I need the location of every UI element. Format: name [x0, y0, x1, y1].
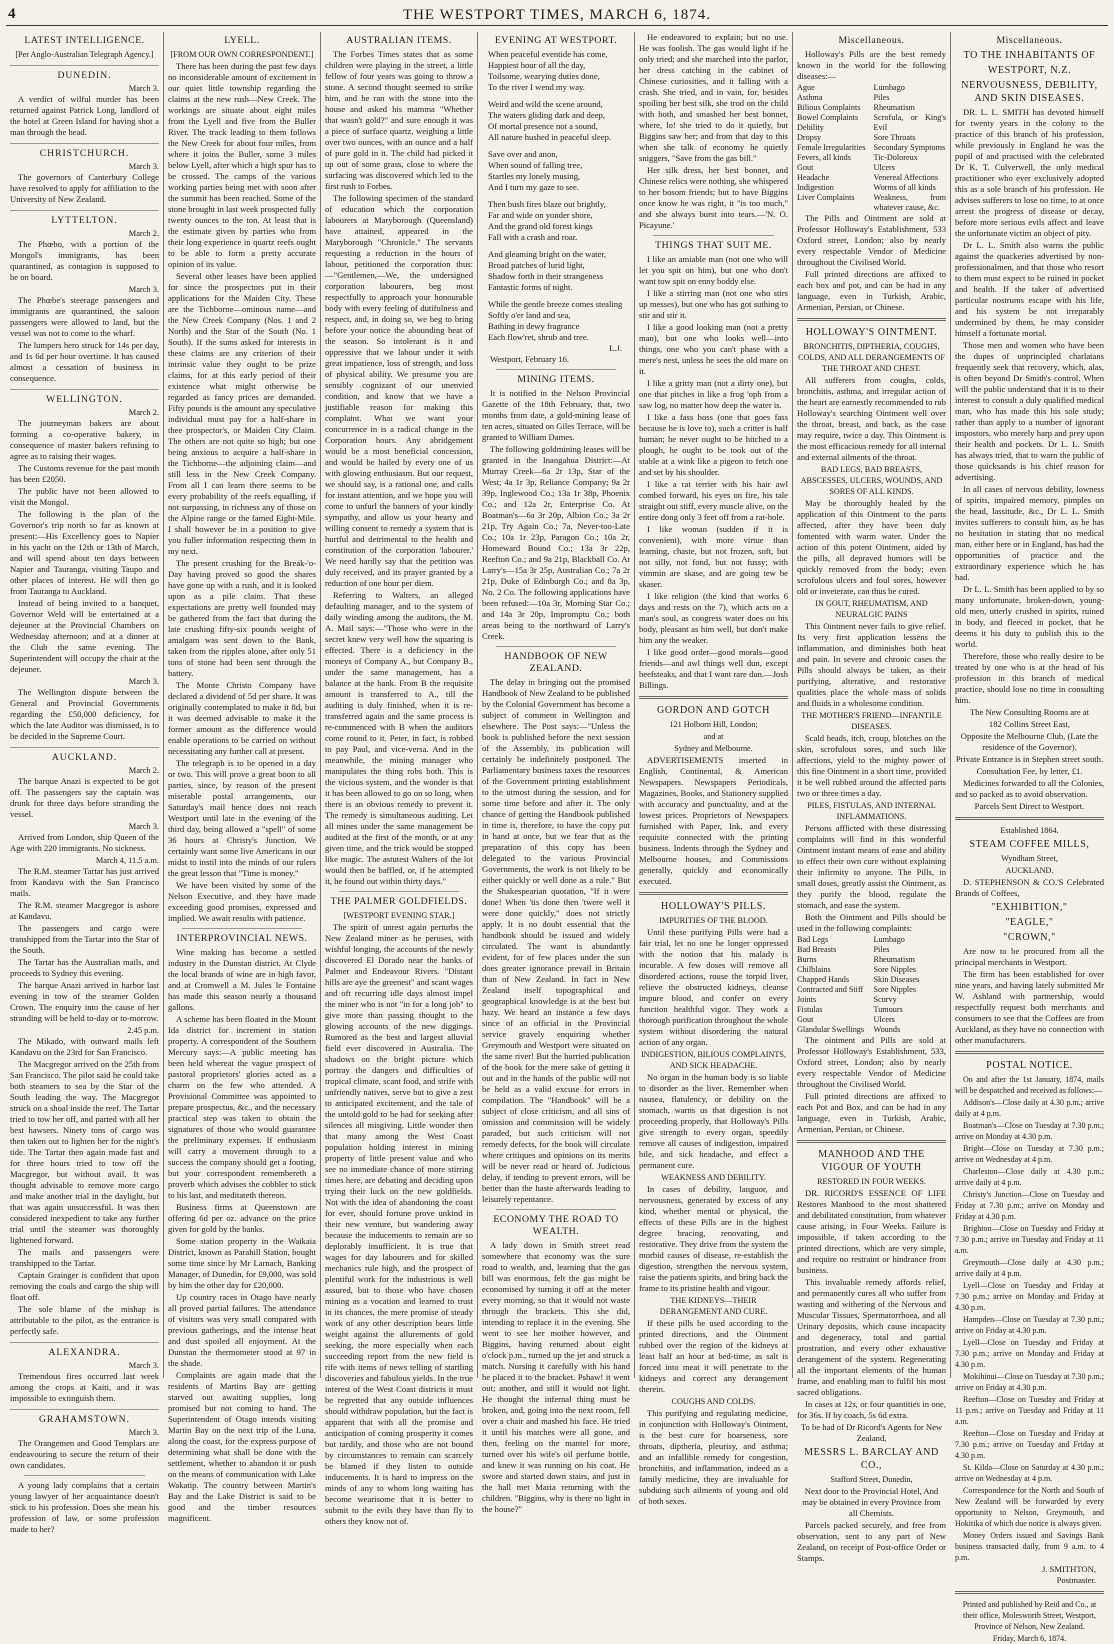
divider [496, 369, 616, 370]
news-item: The Phœbo, with a portion of the Mongol's immigrants, has been quarantined, as contagion is supposed to be on board. [10, 239, 159, 282]
news-item: The journeyman bakers are about forming a co-operative bakery, in consequence of master bakers refusing to agree as to raising their wages. [10, 418, 159, 461]
advertiser-address: and at [703, 732, 724, 741]
masthead [6, 4, 1108, 26]
news-item: Tremendous fires occurred last week among the crops at Kaiti, and it was impossible to extinguish them. [10, 1371, 159, 1403]
complaint-item: Contracted and Stiff [797, 985, 864, 994]
article-paragraph: Some station property in the Waikaia District, known as Parahill Station, bought some time since by Mr Larnach, Banking Manager, of Dunedin, for £9,000, was sold by him the other day for £20,000. [168, 1236, 316, 1290]
article-paragraph: I like a stirring man (not one who stirs up messes), but one who has got suthing to stir and stir it. [639, 288, 788, 320]
poem-line: The waters gliding dark and deep, [488, 110, 605, 120]
postal-entry: Brighton—Close on Tuesday and Friday at 7.30 p.m.; arrive on Tuesday and Friday at 11 a.m. [955, 1224, 1104, 1255]
section-heading: EVENING AT WESTPORT. [494, 35, 618, 46]
complaint-list-left [797, 935, 870, 1035]
page-number: 4 [8, 6, 16, 22]
ailment-item: Worms of all kinds [873, 183, 936, 192]
postal-entry: Addison's—Close daily at 4.30 p.m.; arrive daily at 4 p.m. [955, 1098, 1104, 1118]
article-paragraph: Business firms at Queenstown are offering 6d per oz. advance on the price given for gold by the banks. [168, 1202, 316, 1234]
poem-dateline: Westport, February 16. [490, 354, 570, 364]
ad-text: In cases of debility, languor, and nervousness, generated by excess of any kind, whether mental or physical, the effects of these Pills are in the highest degree bracing, renovating, and restorative. They drive from the system the morbid causes of disease, re-establish the digestion, strengthen the nervous system, raise the patients spirits, and bring back the frame to its pristine health and vigour. [639, 1184, 788, 1293]
postal-entry: Christy's Junction—Close on Tuesday and Friday at 7.30 p.m.; arrive on Monday and Friday at 4.30 p.m. [955, 1190, 1104, 1221]
place-heading: LYTTELTON. [10, 210, 159, 227]
ad-text: ADVERTISEMENTS inserted in English, Continental, & American Newspapers. Newspapers Periodicals, Magazines, Books, and Stationery supplied with accuracy and punctuality, and at the lowest prices. Proprietors of Newspapers furnished with Paper, Ink, and every requisite connected with the printing business. Indents through the Sydney and Melbourne houses, and Commissions generally, quickly and economically executed. [639, 755, 788, 886]
ad-text: No organ in the human body is so liable to disorder as the liver. Remember when nausea, flatulency, or debility on the stomach, warns us that digestion is not proceeding properly, that Holloway's Pills give strength to every organ, speedily remove all causes of indigestion, impaired bile, and sick headache, and effect a permanent cure. [639, 1072, 788, 1170]
newspaper-page [6, 4, 1108, 1643]
article-paragraph: Up country races in Otago have nearly all proved partial failures. The attendance of visitors was very small compared with previous gatherings, and the intense heat and dust spoiled all enjoyment. At the Dunstan the thermometer stood at 97 in the shade. [168, 1292, 316, 1368]
complaint-item: Bad Breasts [797, 945, 837, 954]
agent-name: MESSRS L. BARCLAY AND CO., [804, 1447, 939, 1471]
section-heading: AUSTRALIAN ITEMS. [346, 35, 452, 46]
place-heading: CHRISTCHURCH. [10, 143, 159, 160]
place-heading: GRAHAMSTOWN. [10, 1409, 159, 1426]
ad-heading: MANHOOD AND THE VIGOUR OF YOUTH [818, 1149, 925, 1173]
article-paragraph: The following goldmining leases will be granted in the Inangahua District:—At Murray Creek—6a 2r 13p, Star of the West; 4a 1r 3p, Reliance Company; 9a 2r 39p, Inglewood Co.; 13a 1r 38p, Phoenix Co.; and 12a 2r, Enterprise Co. At Boatman's—6a 3r 20p, Albion Co.; 3a 2r 21p, Try Again Co.; 7a, Never-too-Late Co.; 10a 1r 23p, Paragon Co.; 10a 2r, Homeward Bound Co.; 13a 3r 22p, Reefton Co.; and 9a 21p, Blackball Co. At Larry's—15a 3r 25p, Australian Co.; 7a 2r 21p, Duke of Edinburgh Co.; and 8a 3p, No. 2 Co. The following applications have been refused:—10a 3r, Morning Star Co.; and 14a 3r 20p, Impromptu Co.; both areas being to the northward of Larry's Creek. [482, 444, 630, 641]
poem-line: Save over and anon, [488, 149, 558, 159]
poem-line: Broad patches of lurid light, [488, 260, 585, 270]
section-heading: INTERPROVINCIAL NEWS. [176, 933, 308, 944]
section-heading: ECONOMY THE ROAD TO WEALTH. [493, 1214, 619, 1237]
ad-text: Full printed directions are affixed to each Pot and Box, and can be had in any language, even in Turkish, Arabic, Armenian, Persian, or Chinese. [797, 1091, 946, 1134]
ad-text: The New Consulting Rooms are at [969, 707, 1090, 717]
article-paragraph: Several other leases have been applied for since the prospectors put in their applications for the Maiden City. These are the Tichborne—ominous name—and the New Creek Company (Nos. 1 and 2 North) and the Star of the South (No. 1 South). If the sums asked for interests in these claims are any criterion of their intrinsic value they ought to be prize claims, for at this early period of their existence what might otherwise be regarded as fancy prices are demanded. Fifty pounds is the amount any speculative individual must pay for a half-share in thee prospector's, or Maiden City Claim. The others are not quite so high; but one being anxious to acquire a half-share in the Tichborne—the adjoining claim—and still less in the New Creek Company. From all I can learn there seems to be every probability of the reefs equalling, if not surpassing, in richness any of those on the Alpine range or the famed Eight-Mile. I shall however be in a position to give you fuller information respecting them in my next. [168, 271, 316, 556]
ailment-item: Weakness, from whatever cause, &c. [873, 193, 946, 212]
column-australian-items [320, 32, 477, 1526]
poem-line: Weird and wild the scene around, [488, 99, 603, 109]
section-heading: HANDBOOK OF NEW ZEALAND. [504, 651, 608, 674]
poem-line: And gleaming bright on the water, [488, 249, 607, 259]
article-paragraph: It is notified in the Nelson Provincial Gazette of the 18th February, that, two months from date, a gold-mining lease of ten acres, situated on Giles Terrace, will be granted to William Dames. [482, 388, 630, 442]
double-divider [955, 1051, 1104, 1054]
complaint-item: Tumours [873, 1005, 903, 1014]
ad-text: The Pills and Ointment are sold at Professor Holloway's Establishment, 533 Oxford street, London; also by nearly every respectable Vendor of Medicine throughout the Civilised World. [797, 213, 946, 267]
divider [653, 235, 774, 236]
ad-subheading: AUCKLAND. [1005, 866, 1054, 875]
column-miscellaneous-holloway [792, 32, 950, 1563]
poem-line: To the river I wend my way. [488, 82, 585, 92]
article-paragraph: He endeavored to explain; but no use. He was foolish. The gas would light if he only tried; and she marched into the parlor, her dress catching in the cabinet of Chinese curiosities, and it falling with a crash. She tried, and in vain, for, besides spoiling her best silk, she trod on the child with both, and smashed her best bonnet, where, lo! she tried to do it quietly, but Biggins saw her; and from that day to this when she talk of economy he quietly sniggers, "Save from the gas bill." [639, 32, 788, 163]
article-paragraph: The Forbes Times states that as some children were playing in the street, a little fellow of four years was going to throw a stone. A second thought seemed to strike him, and he ran with the stone into the house and asked his mamma "Whether that wasn't gold?" and sure enough it was a piece of surface quartz, weighing a little over two ounces, with an ounce and a half of pure gold in it. The child had picked it up out of some grass, close to where the surfacing was discovered which led to the first rush to Forbes. [325, 49, 473, 191]
ad-heading: HOLLOWAY'S PILLS. [661, 901, 766, 912]
ad-text: May be thoroughly healed by the application of this Ointment to the parts affected, after they have been duly fomented with warm water. Under the action of this potent Ointment, aided by the pills, all depraved humors will be quickly removed from the body; even scrofulous ulcers and foul sores, however old or inveterate, can thus be cured. [797, 498, 946, 596]
news-item: The passengers and cargo were transhipped from the Tartar into the Star of the South. [10, 923, 159, 955]
postal-entry: Charleston—Close daily at 4.30 p.m.; arrive daily at 4 p.m. [955, 1167, 1104, 1187]
ailment-list-right [874, 83, 947, 213]
article-paragraph: I like a gritty man (not a dirty one), but one that pitches in like a frog 'oph from a saw log, no matter how deep the water is. [639, 378, 788, 410]
advertiser-name: GORDON AND GOTCH [657, 705, 770, 716]
article-paragraph: Referring to Walters, an alleged defaulting manager, and to the system of daily winding among the auditors, the M. A. Mail says:—"Those who were in the secret knew very well how the squaring is effected. There is a deficiency in the moneys of Company A., but Company B., under the same management, has a balance at the bank. From B the requisite amount is transferred to A., till the auditing is duly finished, when it is re-transferred again and the same process is re-commenced with B when the auditors come round to it. Peter, in fact, is robbed to pay Paul, and vice-versa. And in the meanwhile, the mining manager who manipulates the thing robs both. This is the vicious system, and the wonder is that it has been allowed to go on so long, when there is an obvious remedy to prevent it. The remedy is simultaneous auditing. Let all mines under the same management be audited at the first of the month, or at any given time, and the trick would be stopped like magic. The astutest Walters of the lot would then be baffled, or, if he attempted it, he found out within thirty days." [325, 590, 473, 886]
ad-text: Opposite the Melbourne Club, (Late the residence of the Governor). [960, 731, 1099, 752]
news-item: The lumpers hero struck for 14s per day, and 1s 6d per hour overtime. It has caused almost a cessation of business in consequence. [10, 340, 159, 383]
double-divider [955, 817, 1104, 820]
divider [24, 1475, 145, 1476]
ad-subheading: RESTORED IN FOUR WEEKS. [817, 1177, 926, 1186]
article-paragraph: The delay in bringing out the promised Handbook of New Zealand to be published by the Colonial Government has become a subject of comment in Wellington and elsewhere. The Post says:—"Unless the book is published before the next session of the Assembly, its publication will certainly be indefinitely postponed. The Parliamentary business taxes the resources of the Government printing establishment to the utmost during the session, and for some time before and after it. The only chance of getting the Handbook published in time is, therefore, to have the copy put in hand at once, but we fear that as the preparation of this copy has been delegated to the various Provincial Governments, the work is not likely to be either quickly or well done as a rule." But the Shakespearian quotation, "If it were done! When 'tis done then 'twere well it were done quickly," does not strictly apply. It is no doubt essential that the handbook should be issued and widely circulated. The want is abundantly evident, for of few places under the sun does greater ignorance prevail in Britain than of New Zealand. In fact in New Zealand itself topographical and geographical knowledge is at the best but hazy. We heard an instance a few days since of an official in the Provincial service gravely enquiring whether Greymouth and Westport were situated on the same river! But the hurried publication of the book for the mere sake of getting it out and in the hands of the public will not be held as a valid excuse for errors in compilation. The "Handbook" will be a subject of close criticism, and all sins of omission and commission will be widely paraded, but such criticism will not remedy defects, for the book will circulate where critiques and opinions on its merits will be never read or heard of. Judicious delay, if tending to prevent errors, will be better than the haste afterwards leading to leisurely repentance. [482, 677, 630, 1204]
dateline: 2.45 p.m. [127, 1026, 159, 1035]
poem-line: Fantastic forms of night. [488, 282, 573, 292]
double-divider [955, 1591, 1104, 1594]
ailment-item: Rheumatism [873, 103, 915, 112]
poem-line: And I turn my gaze to see. [488, 182, 579, 192]
ailment-item: Asthma [797, 93, 823, 102]
column-latest-intelligence [6, 32, 163, 1534]
section-heading: THE PALMER GOLDFIELDS. [330, 896, 468, 907]
postal-note: Correspondence for the North and South of New Zealand will be forwarded by every opportunity to Nelson, Greymouth, and Hokitika of which due notice is always given. [955, 1486, 1104, 1528]
place-heading: AUCKLAND. [10, 747, 159, 764]
ad-text: In cases at 12s, or four quantities in one, for 36s. If by coach, 5s 6d extra. [797, 1399, 946, 1420]
ad-text: DR. RICORD'S ESSENCE OF LIFE Restores Manhood to the most shattered and debilitated constitution, from whatever cause arising, in Four Weeks. Failure is impossible, if taken according to the printed directions, which are very simple, and require no restraint or hindrance from business. [797, 1188, 946, 1275]
ailment-item: Tic-Doloreux [873, 153, 918, 162]
imprint-date: Friday, March 6, 1874. [992, 1634, 1067, 1643]
dateline: March 3. [128, 162, 159, 171]
divider [496, 646, 616, 647]
dateline: March 3. [128, 285, 159, 294]
newspaper-title: THE WESTPORT TIMES, MARCH 6, 1874. [402, 7, 712, 23]
section-heading: THINGS THAT SUIT ME. [655, 240, 772, 251]
news-item: Instead of being invited to a banquet, Governor Weld will be entertained at a dejeuner at the Provincial Chambers on Wednesday afternoon; and at a dinner at the Club the same evening. The Superintendent will occupy the chair at the dejeuner. [10, 598, 159, 674]
section-heading: Miscellaneous. [996, 35, 1063, 46]
postal-entry: St. Kilda—Close on Saturday at 4.30 p.m.; arrive on Wednesday at 4 p.m. [955, 1463, 1104, 1483]
ad-text: Medicines forwarded to all the Colonies, and so packed as to avoid observation. [955, 778, 1104, 799]
complaint-item: Joints [797, 995, 817, 1004]
poem-line: All nature hushed in peaceful sleep. [488, 132, 612, 142]
article-paragraph: A lady down in Smith street read somewhere that economy was the sure road to wealth, and, learning that the gas bill was enormous, felt the gas might be economised by turning it off at the meter every morning, so that it would not waste through the brackets. This she did, intending to replace it in the evening. She went to see her mother however, and Biggins, having returned about eight o'clock p.m., turned up the jet and struck a match. Nursing it carefully with his hand he placed it to the bracket. Pshaw! it went out; another, and still it would not light. He thought the infernal thing must be broken, and, going into the next room, fell over a chair and mashed his face. He tried it until his matches were all gone, and then, feeling on the mantel for more, turned over his wife's oil perfume bottle, and knew it was running on his coat. He swore and started down stairs, and just in the hall met Maria returning with the children. "Biggins, why is there no light in the house?" [482, 1240, 630, 1514]
poem-line: Fall with a crash and roar. [488, 232, 578, 242]
ad-heading: STEAM COFFEE MILLS, [969, 839, 1090, 850]
section-heading: LYELL. [224, 35, 260, 46]
complaint-item: Glandular Swellings [797, 1025, 865, 1034]
poem-line: Of mortal presence not a sound, [488, 121, 598, 131]
ad-subheading: WEAKNESS AND DEBILITY. [661, 1173, 766, 1182]
article-paragraph: The spirit of unrest again perturbs the New Zealand miner as he peruses, with wishful longing, the accounts of the newly discovered El Dorado near the banks of Palmer and Endeavour Rivers. "Distant hills are aye the greenest" and scant wages and oft recurring idle days almost impel the miner who is not "in for a long job" to give more than passing thought to the glowing accounts of the new diggings. Rumored as the best and largest alluvial field ever discovered in Australia. The shadows on the bright picture which portray the dangers and difficulties of tropical climate, scant food, and strife with unfriendly natives, serve but to give a zest to anticipated excitement, and the tale of the untold gold to be had for seeking after silences all misgiving. Little wonder then that many among the West Coast population holding interest in mining property of little present value and who see no immediate chance of more stirring times here, are debating and deciding upon trying their luck on the new goldfields. Not with the idea of abandoning the coast for ever, should fortune prove unkind in their new venture, but wandering away because the inducements to remain are so deplorably insufficient. It is true that wages for day labourers and for skilled mechanics rule high, and the prospect of plentiful work for the industrious is well assured, but to those who have chosen mining as a vocation and learned to trust in its chances, the mere promise of steady work of any other description bears little weight against the allurements of gold seeking, the more especially when each succeeding report from the new field is rife with items of news telling of startling discoveries and fabulous yields. In the true interest of the West Coast districts it must be regretted that any outside influences should withdraw population, but the fact is apparent that with all the promise and anticipation of coming prosperity it comes but tardily, and those who are not bound by circumstances to remain can scarcely be blamed if they listen to outside inducements. It is hard to impress on the minds of any to whom long waiting has become wearisome that it is better to submit to the evils they have than fly to others they know not of. [325, 922, 473, 1526]
ailment-item: Debility [797, 123, 824, 132]
ailment-item: Scrofula, or King's Evil [873, 113, 946, 132]
poem-line: Happiest hour of all the day, [488, 60, 586, 70]
article-paragraph: There has been during the past few days no inconsiderable amount of excitement in our quiet little township regarding the claims at the new rush—New Creek. The workings are situate about eight miles from the Lyell and five from the Buller River. The track leading to them follows the New Creek for about four miles, from where it joins the Buller, some 3 miles below Lyell, after which a high spur has to be crossed. The camps of the various working parties being met with soon after the summit has been reached. Some of the stone brought in last week prospected fully twenty ounces to the ton. At least that is the estimate given by parties who from their long experience in quartz reefs ought to be able to form a pretty accurate opinion of its value. [168, 61, 316, 269]
ad-subheading: BAD LEGS, BAD BREASTS, ABSCESSES, ULCERS, WOUNDS, AND SORES OF ALL KINDS. [800, 465, 943, 496]
article-paragraph: The telegraph is to be opened in a day or two. This will prove a great boon to all parties, since, by reason of the present miserable postal arrangements, our Saturday's mail hence does not reach Westport until late in the evening of the third day, being allowed a "spell" of some 36 hours at Christy's Junction. We certainly want some live Americans in our midst to instil into the minds of our rulers the great lesson that "Time is money." [168, 758, 316, 878]
complaint-item: Burns [797, 955, 817, 964]
poem-line: And the grand old forest kings [488, 221, 593, 231]
complaint-list-right [874, 935, 947, 1035]
poem-line: Softly o'er land and sea, [488, 310, 571, 320]
coffee-brand-list [955, 901, 1104, 944]
ad-text: Parcels packed securely, and free from observation, sent to any part of New Zealand, on receipt of Post-office Order or Stamps. [797, 1520, 946, 1563]
divider [496, 1209, 616, 1210]
ad-text: Holloway's Pills are the best remedy known in the world for the following diseases:— [797, 49, 946, 81]
column-things-that-suit-me [634, 32, 792, 1506]
news-item: The governors of Canterbury College have resolved to apply for affiliation to the University of New Zealand. [10, 172, 159, 204]
ad-subheading: IMPURITIES OF THE BLOOD. [659, 916, 768, 925]
article-paragraph: I like a good looking man (not a pretty man), but one who looks well—into things, one who you can't phase with a mere's nest, unless he sees the old mare on it. [639, 322, 788, 376]
ad-text: All sufferers from coughs, colds, bronchitis, asthma, and irregular action of the heart are earnestly recommended to rub Holloway's searching Ointment well over the throat, breast, and back, as the case may require, twice a day. This Ointment is the most efficacious remedy for all internal and external ailments of the throat. [797, 375, 946, 462]
article-paragraph: I like religion (the kind that works 6 days and rests on the 7), which acts on a man's soul, as congress water does on his body, pleasant as him well, but don't make him any the weaker. [639, 591, 788, 645]
postal-entry: Lyell—Close on Tuesday and Friday at 7.30 p.m.; arrive on Monday and Friday at 4.30 p.m. [955, 1338, 1104, 1369]
poem-line: While the gentle breeze comes stealing [488, 299, 623, 309]
complaint-item: Bad Legs [797, 935, 829, 944]
article-paragraph: We have been visited by some of the Nelson Executive, and they have made exceeding good promises, expressed and implied. We await results with patience. [168, 880, 316, 923]
dateline: March 3. [128, 1361, 159, 1370]
ad-text: Both the Ointment and Pills should be used in the following complaints: [797, 912, 946, 933]
ad-text: This invaluable remedy affords relief, and permanently cures all who suffer from wasting and withering of the Nervous and Muscular Tissues, Spermatorrhoea, and all Urinary deposits, which cause incapacity and degeneracy, total and partial prostration, and every other exhaustive derangement of the system. Regenerating all the important elements of the human frame, and enabling man to fulfil his most sacred obligations. [797, 1277, 946, 1397]
ad-subheading: Wyndham Street, [1001, 854, 1058, 863]
poem-line: Each flow'ret, shrub and tree. [488, 332, 589, 342]
ad-text: DR. L. L. SMITH has devoted himself for twenty years in the colony to the practice of this branch of his profession, while previously in England he was the pupil of and practised with the celebrated Dr K. T. Culverwell, the only medical practitioner who ever exclusively adopted this as a sole branch of his profession. He advises sufferers to lose no time, to at once arrest the progress of disease or decay, before more serious evils affect and leave the unfortunate victim an object of pity. [955, 107, 1104, 238]
ailment-item: Gout [797, 163, 814, 172]
ailment-item: Piles [873, 93, 890, 102]
news-item: The Mikado, with outward mails left Kandavu on the 23rd for San Francisco. [10, 1036, 159, 1057]
column-miscellaneous-notices [950, 32, 1108, 1643]
news-item: The R.M. steamer Macgregor is ashore at Kandavu. [10, 900, 159, 921]
poem-line: Toilsome, wearying duties done, [488, 71, 600, 81]
ad-text: 182 Collins Street East, [988, 719, 1071, 729]
complaint-item: Ulcers [873, 1015, 895, 1024]
ad-text: Dr L. L. Smith also warns the public against the quackeries advertised by non-professionalmen, and that those who resort to them must expect to be ruined in pocket and health. If the taker of advertised particular nostrums escape with his life, and his system be not irreparably undermined by them, he may consider himself a fortunate mortal. [955, 240, 1104, 338]
ad-heading: HOLLOWAY'S OINTMENT. [805, 327, 938, 338]
postal-note: Money Orders issued and Savings Bank business transacted daily, from 9 a.m. to 4 p.m. [955, 1531, 1104, 1562]
dateline: March 3. [128, 677, 159, 686]
ad-text: Those men and women who have been the dupes of unprincipled charlatans frequently seek that recovery, which, alas, is often beyond Dr Smith's control. When will the public understand that it is to their interest to consult a duly qualified medical man, who has made this his sole study; rather than apply to a number of ignorant impostors, who merely harp and prey upon their health and pockets. Dr L. L. Smith has always tried, that to warn the public of those quicksands is his chief reason for advertising. [955, 340, 1104, 482]
complaint-item: Chilblains [797, 965, 831, 974]
ailment-item: Liver Complaints [797, 193, 855, 202]
dateline: March 4, 11.5 a.m. [95, 856, 159, 865]
postal-intro: On and after the 1st January, 1874, mails will be despatched and received as follows:— [955, 1075, 1104, 1095]
postal-schedule [955, 1097, 1104, 1484]
divider [339, 891, 459, 892]
news-item: A verdict of wilful murder has been returned against Patrick Long, landlord of the hotel at Green Island for having shot a man through the head. [10, 94, 159, 137]
ad-text: Scald heads, itch, croup, blotches on the skin, scrofulous sores, and such like affections, yield to the mighty power of this fine Ointment in a short time, provided it be well rubbed around the affected parts two or three times a day. [797, 733, 946, 798]
ad-text: The ointment and Pills are sold at Professor Holloway's Establishment, 533, Oxford street, London; also by nearly every respectable Vendor of Medicine throughout the Civilised World. [797, 1035, 946, 1089]
news-item: The barque Anazi is expected to be got off. The passengers say the captain was drunk for three days before stranding the vessel. [10, 776, 159, 819]
section-heading: LATEST INTELLIGENCE. [24, 35, 145, 46]
poem-line: Far and wide on yonder shore, [488, 210, 593, 220]
section-heading: Miscellaneous. [838, 35, 905, 46]
double-divider [639, 696, 788, 699]
news-item: The Customs revenue for the past month has been £2050. [10, 463, 159, 484]
complaint-list [797, 935, 946, 1035]
complaint-item: Sore Nipples [873, 965, 917, 974]
ailment-item: Sore Throats [873, 133, 916, 142]
article-paragraph: The Monte Christo Company have declared a dividend of 5d per share. It was originally contemplated to make it 8d, but it was deemed advisable to make it the former amount as the difference would enable operations to be carried on without necessitating any further call at present. [168, 680, 316, 756]
ailment-item: Fevers, all kinds [797, 153, 851, 162]
ailment-item: Ulcers [873, 163, 895, 172]
double-divider [797, 1140, 946, 1143]
ailment-item: Indigestion [797, 183, 834, 192]
double-divider [639, 892, 788, 895]
ad-subheading: COUGHS AND COLDS. [671, 1397, 756, 1406]
ailment-item: Dropsy [797, 133, 822, 142]
dateline: March 3. [128, 822, 159, 831]
poem [482, 49, 630, 343]
agency-note: [Per Anglo-Australian Telegraph Agency.] [15, 50, 154, 59]
dateline: March 3. [128, 84, 159, 93]
column-lyell [163, 32, 320, 1523]
postmaster-title: Postmaster. [1056, 1575, 1096, 1585]
news-item: The Phœbe's steerage passengers and immigrants are quarantined, the saloon passengers were allowed to land, but the vessel was not to come to the wharf. [10, 295, 159, 338]
column-evening-at-westport [477, 32, 634, 1514]
postmaster-name: J. SMITHTON, [1041, 1564, 1096, 1574]
news-item: The mails and passengers were transhipped to the Tartar. [10, 1247, 159, 1268]
ad-text: Until these purifying Pills were had a fair trial, let no one be longer oppressed with the notion that his malady is incurable. A few doses will remove all disordered actions, rouse the torpid liver, relieve the obstructed kidneys, cleanse impure blood, and confer on every function healthful vigor. They work a thorough purification throughout the whole system without disordering the natural action of any organ. [639, 927, 788, 1047]
poem-signature: L.J. [609, 343, 622, 353]
postal-entry: Reefton—Close on Tuesday and Friday at 11 p.m.; arrive on Tuesday and Friday at 11 a.m. [955, 1395, 1104, 1426]
coffee-brand: "CROWN," [1003, 932, 1056, 943]
dateline: March 2. [128, 766, 159, 775]
news-item: Arrived from London, ship Queen of the Age with 220 immigrants. No sickness. [10, 832, 159, 853]
divider [182, 928, 302, 929]
article-paragraph: Wine making has become a settled industry in the Dunstan district. At Clyde the local brands of wine are in high favor, and at Cromwell a M. Jules le Fontaine has made this season nearly a thousand gallons. [168, 947, 316, 1012]
ad-subheading: IN GOUT, RHEUMATISM, AND NEURALGIC PAINS [815, 599, 928, 619]
complaint-item: Sore Nipples [873, 985, 917, 994]
ad-text: Consultation Fee, by letter, £1. [976, 766, 1083, 776]
postal-entry: Lyell—Close on Tuesday and Friday at 7.30 p.m.; arrive on Monday and Friday at 4.30 p.m. [955, 1281, 1104, 1312]
complaint-item: Piles [873, 945, 890, 954]
poem-line: When sound of falling tree, [488, 160, 583, 170]
poem-line: When peaceful eventide has come, [488, 49, 608, 59]
article-paragraph: I like an amiable man (not one who will let you spit on him), but one who don't want tow spit on enny boddy else. [639, 254, 788, 286]
news-item: The Tartar has the Australian mails, and proceeds to Sydney this evening. [10, 957, 159, 978]
ad-text: Full printed directions are affixed to each box and pot, and can be had in any language, even in Turkish, Arabic, Armenian, Persian, or Chinese. [797, 269, 946, 312]
ad-text: Dr L. L. Smith has been applied to by so many unfortunate, broken-down, young-old men, utterly crushed in spirits, ruined in body, and fleeced in pocket, that he deems it his duty to publish this to the world. [955, 584, 1104, 649]
ad-text: In all cases of nervous debility, lowness of spirits, impaired memory, pimples on the head, lassitude, &c., Dr L. L. Smith invites sufferers to consult him, as he has no hesitation in stating that no medical man, either here or in England, has had the opportunities of practice and the extraordinary experience which he has had. [955, 484, 1104, 582]
news-item: The Orangemen and Good Templars are endeavouring to secure the return of their own candidates. [10, 1438, 159, 1470]
ailment-item: Female Irregularities [797, 143, 866, 152]
place-heading: WELLINGTON. [10, 389, 159, 406]
postal-entry: Boatman's—Close on Tuesday at 7.30 p.m.; arrive on Monday at 4.30 p.m. [955, 1121, 1104, 1141]
article-paragraph: Her silk dress, her best bonnet, and Chinese relics were nothing, she whispered to her bosom friends; but to have Biggins once know he was right, it "is too much," and she always burst into tears.—'N. O. Picayune.' [639, 165, 788, 230]
ailment-item: Venereal Affections [873, 173, 939, 182]
advertiser-address: Sydney and Melbourne. [674, 744, 753, 753]
ad-heading: TO THE INHABITANTS OF [963, 50, 1096, 61]
postal-entry: Bright—Close on Tuesday at 7.30 p.m.; arrive on Wednesday at 4 p.m. [955, 1144, 1104, 1164]
ailment-list-left [797, 83, 870, 213]
complaint-item: Lumbago [873, 935, 905, 944]
article-paragraph: Complaints are again made that the residents of Martins Bay are getting starved out awaiting supplies, long promised but not coming to hand. The Superintendent of Otago intends visiting Martin Bay on the next trip of the Luna, along the coast, for the express purpose of determining what shall be done with the settlement, whether to abandon it or push on the means of communication with Lake Wakatip. The country between Martin's Bay and the Lake District is said to be good and the timber resources magnificent. [168, 1370, 316, 1523]
ad-text: D. STEPHENSON & CO.'S Celebrated Brands of Coffees, [955, 877, 1104, 898]
ad-subheading: THE KIDNEYS—THEIR DERANGEMENT AND CURE. [659, 1296, 768, 1316]
dateline: March 2. [128, 229, 159, 238]
agent-address: Stafford Street, Dunedin, [830, 1475, 913, 1484]
news-item: The following is the plan of the Governor's trip north so far as known at present:—His Excellency goes to Napier in his yacht on the 12th or 13th of March, and will spend about ten days between Napier and Tauranga, visiting Taupo and other places of interest. He will then go from Tauranga to Auckland. [10, 509, 159, 596]
ad-text: If these pills be used according to the printed directions, and the Ointment rubbed over the region of the kidneys at least half an hour at bed-time, as salt is forced into meat it will penetrate to the kidneys and correct any derangement therein. [639, 1318, 788, 1394]
columns [6, 32, 1108, 1643]
postal-entry: Reefton—Close on Tuesday and Friday at 7.30 p.m.; arrive on Tuesday and Friday at 4.30 p.m. [955, 1429, 1104, 1460]
ad-heading: NERVOUSNESS, DEBILITY, AND SKIN DISEASES. [961, 80, 1098, 104]
news-item: The public have not been allowed to visit the Mongol. [10, 486, 159, 507]
article-paragraph: The following specimen of the standard of education which the corporation labourers at Maryborough (Queensland) have attained, appeared in the Maryborough "Chronicle." The servants requesting a reduction in the hours of labour, petitioned the corporation thus:—"Gentlemen,—We, the undersigned corporation labourers, beg most respectfully to approach your honourable body with every feeling of dutifulness and respect, and, in doing so, we beg to bring before your notice the abounding heat of the season. So intolerant is it and oppressive that we labour under it with great impatience, loss of strength, and loss of physical ability. We presume you are sensibly cognizant of our unenvied condition, and know that we have a justifiable reason for making this complaint. What we want your concurrence in is a radical change in the Corporation hours. Any abridgement would be a most beneficial concession, and would be hailed by every one of us with glowing enthusiasm. But our request, we should say, is a rational one, and calls for instant attention, and we hope you will come to unfurl the banners of your kindly sympathy, and allow us your hearty and willing consent to remedy a system that is hurtful and detrimental to the health and constitution of the corporation 'labourer.' We need hardly say that the petition was duly received, and its prayer granted by a reduction of one hour per diem. [325, 193, 473, 588]
advertiser-address: 121 Holborn Hill, London; [669, 720, 758, 729]
established-note: Established 1864. [1000, 826, 1059, 835]
ailment-item: Bilious Complaints [797, 103, 861, 112]
ad-text: Therefore, those who really desire to be treated by one who is at the head of his profession in this branch of medical practice, should lose no time in consulting him. [955, 651, 1104, 705]
ad-heading: POSTAL NOTICE. [986, 1060, 1073, 1071]
news-item: The Macgregor arrived on the 25th from San Francisco. The pilot said he could take both steamers to sea by the Star of the South leading the way. The Macgregor struck on a shoal inside the reef. The Tartar tried to tow her off, and parted with all her best hawsers. Ninety tons of cargo was then taken out to lighten her for the night's tide. The Tartar then again made fast and for three hours tried to tow off the Macgregor, but without avail. It was thought advisable to remove more cargo and make another trial in the daylight, but that was again unsuccessful. It was then considered inexpedient to take any further trial until the steamer was thoroughly lightened forward. [10, 1059, 159, 1245]
ad-heading: WESTPORT, N.Z. [987, 65, 1072, 76]
ailment-item: Headache [797, 173, 830, 182]
ailment-item: Bowel Complaints [797, 113, 859, 122]
ad-text: This purifying and regulating medicine, in conjunction with Holloway's Ointment, is the best cure for hoarseness, sore throats, diptheria, pleurisy, and asthma; and an infallible remedy for congestion, bronchitis, and inflammation, indeed as a family medicine, they are invaluable for subduing such ailments of young and old of both sexes. [639, 1408, 788, 1506]
article-paragraph: The present crushing for the Break-'o-Day having proved so good the shares have gone up with a rush, and it is looked upon as a pile claim. That these expectations are pretty well founded may be gathered from the fact that during the late crushing fifty-six pounds weight of amalgam was sent down to the Bank, taken from the ripples alone, after only 51 tons of stone had been sent through the battery. [168, 558, 316, 678]
ad-text: Private Entrance is in Stephen street south. [955, 754, 1104, 764]
article-paragraph: I like a fass hoss (one that goes fass because he is love to), such a critter is half human; he never ought to be hitched to a plough, he ought to be took out of the stable at a wink like a pigeon to fetch one and set by his shoulder. [639, 412, 788, 477]
ad-subheading: PILES, FISTULAS, AND INTERNAL INFLAMMATIONS. [807, 801, 936, 821]
ad-subheading: BRONCHITIS, DIPTHERIA, COUGHS, COLDS, AND ALL DERANGEMENTS OF THE THROAT AND CHEST. [798, 342, 945, 373]
postal-entry: Hampden—Close on Tuesday at 7.30 p.m.; arrive on Friday at 4.30 p.m. [955, 1315, 1104, 1335]
complaint-item: Rheumatism [873, 955, 915, 964]
ad-text: Next door to the Provincial Hotel, And may be obtained in every Province from all Chemists. [802, 1486, 941, 1518]
complaint-item: Gout [797, 1015, 814, 1024]
news-item: The Wellington dispute between the General and Provincial Governments regarding the £50,000 deficiency, for which the late Auditor was dismissed, is to be decided in the Supreme Court. [10, 687, 159, 741]
ad-subheading: THE MOTHER'S FRIEND—INFANTILE DISEASES. [801, 711, 942, 731]
news-item: The R.M. steamer Tartar has just arrived from Kandavu with the San Francisco mails. [10, 866, 159, 898]
article-paragraph: I like a rat terrier with his hair awl combed forward, his eyes on fire, his tale straight out stiff, every muscle alive, on the entire dong only 3 feet off from a rat-hole. [639, 479, 789, 522]
ad-text: Are now to be procured from all the principal merchants in Westport. [955, 946, 1104, 967]
dateline: March 3. [128, 1428, 159, 1437]
article-paragraph: A scheme has been floated in the Mount Ida district for increment in station property. A correspondent of the Southern Mercury says:—A public meeting has been held whereat the vague prospect of pastoral proprietors' glories acted as a charm on the few who attended. A Provisional Committee was appointed to prepare prospectus, &c., and the necessary practical step was taken to obtain the signatures of those who would guarantee the preliminary expenses. If enthusiasm will carry a movement through to a success the company should get a footing, but your correspondent remembereth a proverb which advises the cobbler to stick to his last, and meditateth thereon. [168, 1014, 316, 1200]
ailment-item: Ague [797, 83, 815, 92]
news-item: A young lady complains that a certain young lawyer of her acquaintance doesn't stick to his profession. Does she mean his profession of law, or some profession made to her? [10, 1480, 159, 1534]
news-item: The sole blame of the mishap is attributable to the pilot, as the entrance is perfectly safe. [10, 1304, 159, 1336]
complaint-item: Skin Diseases [873, 975, 920, 984]
complaint-item: Scurvy [873, 995, 897, 1004]
poem-line: Shadow forth in their strangeness [488, 271, 604, 281]
article-paragraph: I like woman (sudden if it is convenient), with more virtue than learning, chaste, but not frozen, soft, but not silly, not fond, but not fussy; with vimmin are skase, and are going tew be skaser. [639, 524, 788, 589]
place-heading: DUNEDIN. [10, 65, 159, 82]
ad-subheading: INDIGESTION, BILIOUS COMPLAINTS, AND SICK HEADACHE. [640, 1050, 787, 1070]
ailment-item: Lumbago [873, 83, 905, 92]
double-divider [797, 318, 946, 321]
ailment-list [797, 83, 946, 213]
complaint-item: Chapped Hands [797, 975, 850, 984]
coffee-brand: "EAGLE," [1005, 917, 1054, 928]
ad-text: Parcels Sent Direct to Westport. [974, 801, 1085, 811]
ad-text: The firm has been established for over nine years, and having lately submitted Mr W. Ashland with partnership, would respectfully request both merchants and consumers to see that the Coffees are from Auckland, as they have no connection with other manufacturers. [955, 969, 1104, 1045]
postal-entry: Mokihinui—Close on Tuesday at 7.30 p.m.; arrive on Friday at 4.30 p.m. [955, 1372, 1104, 1392]
place-heading: ALEXANDRA. [10, 1342, 159, 1359]
ad-text: To be had of Dr Ricord's Agents for New Zealand, [800, 1422, 943, 1443]
complaint-item: Wounds [873, 1025, 901, 1034]
coffee-brand: "EXHIBITION," [991, 902, 1068, 913]
poem-line: Startles my lonely musing, [488, 171, 581, 181]
byline: [FROM OUR OWN CORRESPONDENT.] [170, 50, 314, 59]
news-item: The barque Anazi arrived in harbor last evening in tow of the steamer Golden Crown. The enquiry into the cause of her stranding will be held to-day or to-morrow. [10, 980, 159, 1023]
dateline: March 2. [128, 408, 159, 417]
postal-entry: Greymouth—Close daily at 4.30 p.m.; arrive daily at 4 p.m. [955, 1258, 1104, 1278]
poem-line: Then bush fires blaze out brightly, [488, 199, 606, 209]
complaint-item: Fistulas [797, 1005, 823, 1014]
ad-text: This Ointment never fails to give relief. Its very first application lessens the inflammation, and diminishes both heat and pain. In severe and chronic cases the Pills should always be taken, as their purifying, alterative, and restorative qualities place the whole mass of solids and fluids in a wholesome condition. [797, 621, 946, 708]
news-item: Captain Grainger is confident that upon removing the coals and cargo the ship will float off. [10, 1270, 159, 1302]
poem-line: Bathing in dewy fragrance [488, 321, 580, 331]
imprint: Printed and published by Reid and Co., at their office, Molesworth Street, Westport, Province of Nelson, New Zealand. [962, 1600, 1097, 1631]
ailment-item: Secondary Symptoms [873, 143, 946, 152]
article-paragraph: I like good order—good morals—good friends—and awl things well dun, except beefsteaks, and that I want rare dun.—Josh Billings. [639, 647, 788, 690]
ad-text: Persons afflicted with these distressing complaints will find in this wonderful Ointment instant means of ease and ability to effect their own cure without explaining their infirmity to anyone. The Pills, in small doses, greatly assist the Ointment, as they purify the blood, regulate the stomach, and ease the system. [797, 823, 946, 910]
source-note: [WESTPORT EVENING STAR.] [343, 911, 455, 920]
section-heading: MINING ITEMS. [517, 374, 595, 385]
